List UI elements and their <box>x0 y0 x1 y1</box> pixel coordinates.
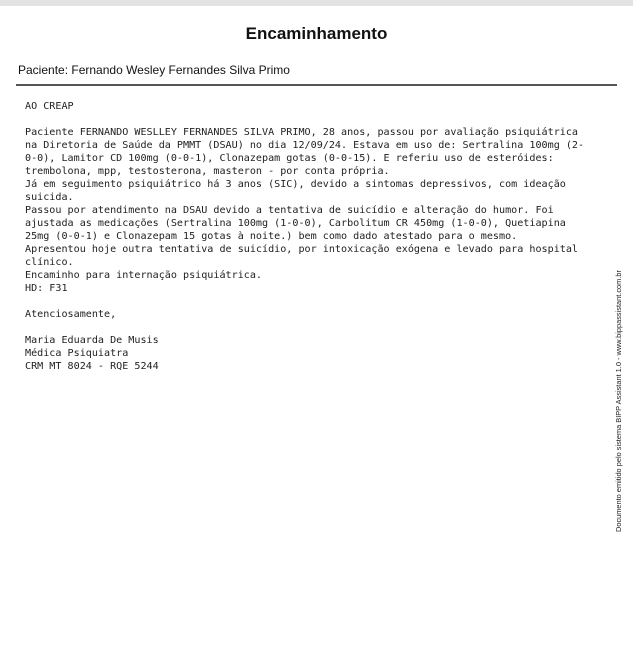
body-line: clínico. <box>25 257 74 268</box>
body-line: trembolona, mpp, testosterona, masteron - por conta própria. <box>25 166 390 177</box>
document-title: Encaminhamento <box>245 24 388 43</box>
body-line: 25mg (0-0-1) e Clonazepam 15 gotas à noite.) bem como dado atestado para o mesmo. <box>25 231 518 242</box>
body-line: suicida. <box>25 192 74 203</box>
body-line: HD: F31 <box>25 283 68 294</box>
closing-line: Atenciosamente, <box>25 309 117 320</box>
signature-role: Médica Psiquiatra <box>25 348 129 359</box>
body-line: Já em seguimento psiquiátrico há 3 anos (SIC), devido a sintomas depressivos, com ideação <box>25 179 566 190</box>
signature-registration: CRM MT 8024 - RQE 5244 <box>25 361 159 372</box>
patient-line: Paciente: Fernando Wesley Fernandes Silva Primo <box>18 63 290 77</box>
spacer <box>25 321 610 334</box>
body-line: Apresentou hoje outra tentativa de suicídio, por intoxicação exógena e levado para hospital <box>25 244 579 255</box>
body-line: Passou por atendimento na DSAU devido a tentativa de suicídio e alteração do humor. Foi <box>25 205 554 216</box>
body-line: Paciente FERNANDO WESLLEY FERNANDES SILVA PRIMO, 28 anos, passou por avaliação psiquiátrica <box>25 127 579 138</box>
top-bar <box>0 0 633 6</box>
spacer <box>25 113 610 126</box>
system-footnote: Documento emitido pelo sistema BIPP Assistant 1.0 - www.bippassistant.com.br <box>614 270 623 532</box>
body-line: na Diretoria de Saúde da PMMT (DSAU) no dia 12/09/24. Estava em uso de: Sertralina 100mg (2- <box>25 140 585 151</box>
recipient-line: AO CREAP <box>25 101 74 112</box>
body-line: 0-0), Lamitor CD 100mg (0-0-1), Clonazepam gotas (0-0-15). E referiu uso de esteróides: <box>25 153 554 164</box>
signature-name: Maria Eduarda De Musis <box>25 335 159 346</box>
body-line: Encaminho para internação psiquiátrica. <box>25 270 263 281</box>
document-body <box>25 100 610 373</box>
header-divider <box>16 84 617 86</box>
body-line: ajustada as medicações (Sertralina 100mg (1-0-0), Carbolitum CR 450mg (1-0-0), Quetiapina <box>25 218 566 229</box>
spacer <box>25 295 610 308</box>
